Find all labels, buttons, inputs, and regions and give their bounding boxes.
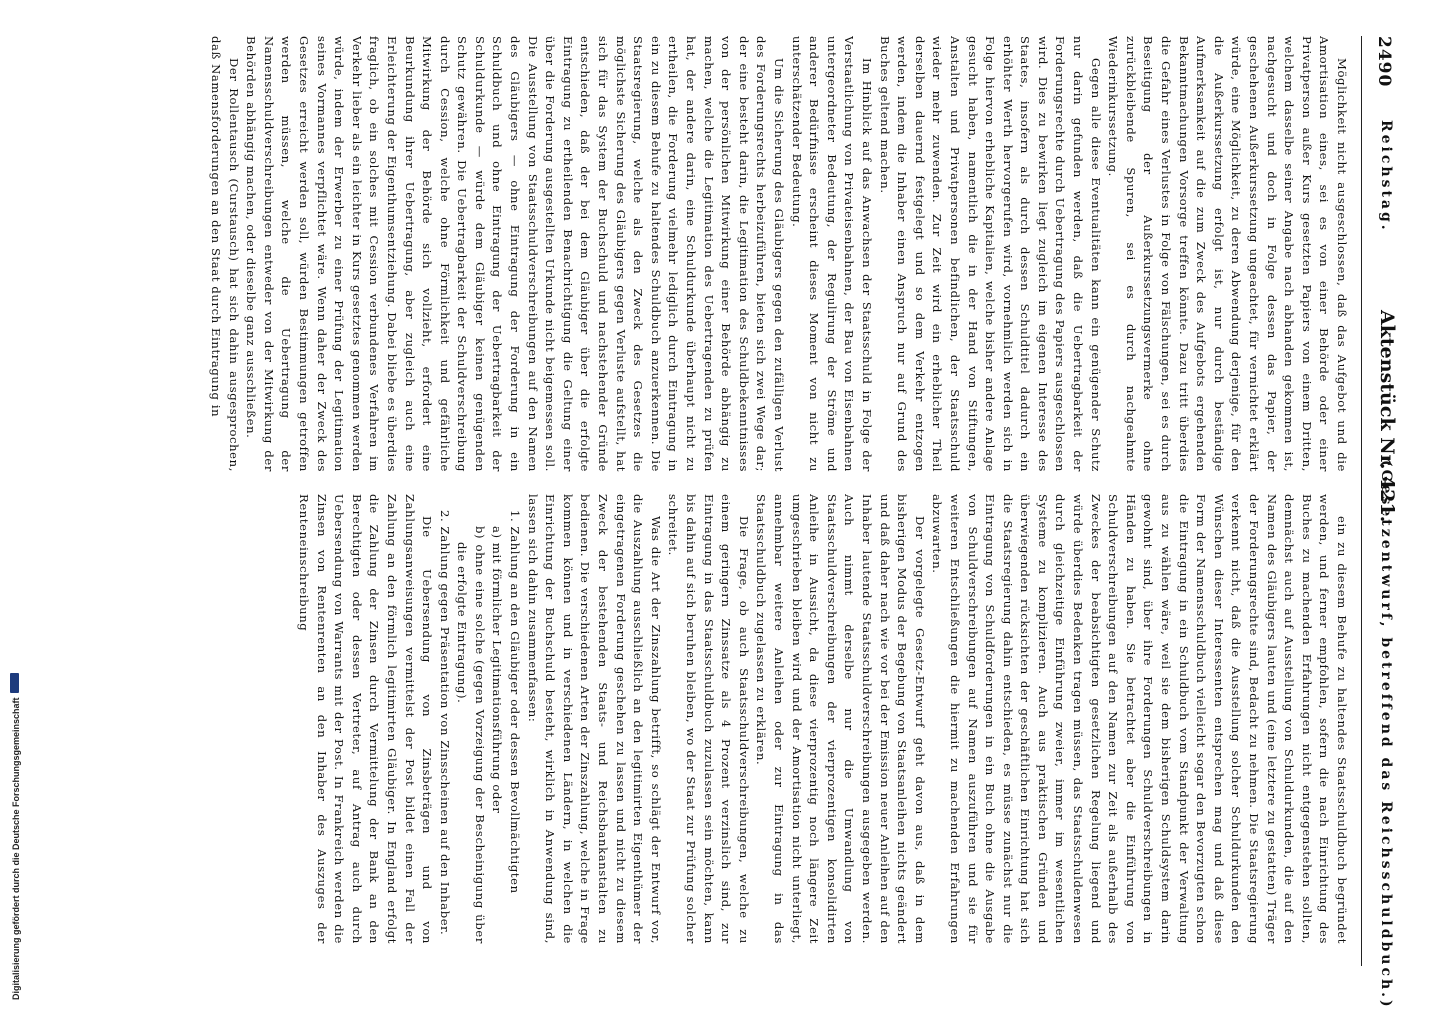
digitization-credit (4, 673, 23, 1000)
paragraph: Die Uebersendung von Zinsbeträgen und von Zahlungsanweisungen vermittelst der Post bildet einen Fall der Zahlung an den förmlich legitimirten Gläubiger. In England erfolgt die Zahlung der Zinsen durch Vermittelung der Bank an den Berechtigten oder dessen Vertreter, auf Antrag auch durch Uebersendung von Warrants mit der Post. In Frankreich werden die Zinsen von Rentenrenten an den Inhaber des Auszuges der Renteneinschreibung (296, 494, 435, 944)
list-item: b) ohne eine solche (gegen Vorzeigung der Bescheinigung über die erfolgte Eintragung). (455, 526, 487, 944)
document-number: Aktenstück Nr. 421. (1376, 310, 1398, 523)
list-item: 2. Zahlung gegen Präsentation von Zinsscheinen auf den Inhaber. (437, 510, 452, 936)
left-column (10, 36, 1350, 472)
paragraph: Der Rollentausch (Curstausch) hat sich dahin ausgesprochen, daß Namensforderungen an den Staat durch Eintragung in (209, 36, 241, 472)
payment-methods-list (435, 494, 523, 944)
paragraph: Der vorgelegte Gesetz-Entwurf geht davon aus, daß in dem bisherigen Modus der Begebung von Staatsanleihen nichts geändert und daß daher nach wie vor bei der Emission neuer Anleihen auf den Inhaber lautende Staatsschuldverschreibungen ausgegeben werden. Auch nimmt derselbe nur die Umwandlung von Staatsschuldverschreibungen der vierprozentigen konsolidirten Anleihe in Aussicht, da diese vierprozentig noch längere Zeit umgeschrieben bleiben wird und der Amortisation nicht unterliegt, annehmbar weitere Anleihen oder zur Eintragung in das Staatsschuldbuch zugelassen zu erklären. (754, 494, 927, 944)
page-header (1354, 0, 1432, 1010)
paragraph: Um die Sicherung des Gläubigers gegen den zufälligen Verlust des Forderungsrechts herbeizuführen, bieten sich zwei Wege dar; der eine besteht darin, die Legitimation des Schuldbekenntnisses von der persönlichen Mitwirkung einer Behörde abhängig zu machen, welche die Legitimation des Uebertragenden zu prüfen hat, der andere darin, eine Schuldurkunde überhaupt nicht zu ertheilen, die Forderung vielmehr lediglich durch Eintragung in ein zu diesem Behufe zu haltendes Schuldbuch anzuerkennen. Die Staatsregierung, welche als den Zweck des Gesetzes die möglichste Sicherung des Gläubigers gegen Verluste aufstellt, hat sich für das System der Buchschuld und nachstehender Gründe entschieden, daß der bei dem Gläubiger über die erfolgte Eintragung zu ertheilenden Benachrichtigung die Geltung einer über die Forderung ausgestellten Urkunde nicht beigemessen soll. Die Ausstellung von Staatsschuldverschreibungen auf den Namen des Gläubigers — ohne Eintragung der Forderung in ein Schuldbuch und ohne Eintragung der Uebertragbarkeit der Schuldurkunde — würde dem Gläubiger keinen genügenden Schutz gewähren. Die Uebertragbarkeit der Schuldverschreibung durch Cession, welche ohne Förmlichkeit und gefährliche Mitwirkung der Behörde sich vollzieht, erfordert eine Beurkundung ihrer Uebertragung, aber zugleich auch eine Erleichterung der Eigenthumsentziehung. Dabei bliebe es überdies fraglich, ob ein solches mit Cession verbundenes Verfahren im Verkehr lieber als ein leichter in Kurs gesetztes genommen werden würde, indem der Erwerber zu einer Prüfung der Legitimation seines Vormannes verpflichtet wäre. Wenn daher der Zweck des Gesetzes erreicht werden soll, würden Bestimmungen getroffen werden müssen, welche die Uebertragung der Namensschuldverschreibungen entweder von der Mitwirkung der Behörden abhängig machen, oder dieselbe ganz ausschließen. (244, 36, 786, 472)
paragraph: Möglichkeit nicht ausgeschlossen, daß das Aufgebot und die Amortisation eines, sei es von einer Behörde oder einer Privatperson außer Kurs gesetzten Papiers von einem Dritten, welchem dasselbe seiner Angabe nach abhanden gekommen ist, nachgesucht und doch in Folge dessen das Papier, der geschehenen Außerkurssetzung ungeachtet, für vernichtet erklärt würde, eine Möglichkeit, zu deren Abwendung derjenige, für den die Außerkurssetzung erfolgt ist, nur durch beständige Aufmerksamkeit auf die zum Zweck des Aufgebots ergehenden Bekanntmachungen Vorsorge treffen könnte. Dazu tritt überdies die Gefahr eines Verlustes in Folge von Fälschungen, sei es durch Beseitigung der Außerkurssetzungsvermerke ohne zurückbleibende Spuren, sei es durch nachgeahmte Wiederinkurssetzung. (1106, 36, 1349, 472)
paragraph: Gegen alle diese Eventualitäten kann ein genügender Schutz nur darin gefunden werden, daß die Uebertragbarkeit der Forderungsrechte durch Uebertragung des Papiers ausgeschlossen wird. Dies zu bewirken liegt zugleich im eigenen Interesse des Staates, insofern als durch dessen Schuldtitel dadurch ein erhöhter Werth hervorgerufen wird, vornehmlich werden sich in Folge hiervon erhebliche Kapitalien, welche bisher andere Anlage gesucht haben, namentlich die in der Hand von Stiftungen, Anstalten und Privatpersonen befindlichen, der Staatsschuld wieder mehr zuwenden. Zur Zeit wird ein erheblicher Theil derselben dauernd festgelegt und so dem Verkehr entzogen werden, indem die Inhaber einen Anspruch nur auf Grund des Buches geltend machen. (877, 36, 1103, 472)
dfg-logo-icon (10, 673, 19, 693)
right-column (10, 494, 1350, 944)
header-subject: (Gesetzentwurf, betreffend das Reichsschuldbuch.) (1378, 460, 1394, 1010)
list-item: a) mit förmlicher Legitimationsführung oder (490, 526, 505, 814)
header-rule (1361, 36, 1362, 966)
paragraph: Im Hinblick auf das Anwachsen der Staatsschuld in Folge der Verstaatlichung von Privateisenbahnen, der Bau von Eisenbahnen untergeordneter Bedeutung, der Regulirung der Ströme und anderer Bedürfnisse erscheint dieses Moment von nicht zu unterschätzender Bedeutung. (789, 36, 874, 472)
list-item: 1. Zahlung an den Gläubiger oder dessen Bevollmächtigten (508, 510, 523, 894)
paragraph: Was die Art der Zinszahlung betrifft, so schlägt der Entwurf vor, die Auszahlung ausschließlich an den legitimirten Eigenthümer der eingetragenen Forderung geschehen zu lassen und nicht zu diesem Zweck der bestehenden Staats- und Reichsbankanstalten zu bedienen. Die verschiedenen Arten der Zinszahlung, welche in Frage kommen können und in verschiedenen Ländern, in welchen die Einrichtung der Buchschuld besteht, wirklich in Anwendung sind, lassen sich dahin zusammenfassen: (525, 494, 663, 944)
header-title: Reichstag. (1378, 120, 1394, 233)
credit-text: Digitalisierung gefördert durch die Deutsche Forschungsgemeinschaft (11, 697, 21, 1000)
paragraph: ein zu diesem Behufe zu haltendes Staatsschuldbuch begründet werden, und ferner empfohlen, sofern die nach Einrichtung des Buches zu machenden Erfahrungen nicht entgegenstehen sollten, demnächst auch auf Ausstellung von Schuldurkunden, die auf den Namen des Gläubigers lauten und (eine letztere zu gestatten) Träger der Forderungsrechte sind, Bedacht zu nehmen. Die Staatsregierung verkennt nicht, daß die Ausstellung solcher Schuldurkunden den Wünschen dieser Interessenten entsprechen mag und daß diese Form der Namensschuldbuch vielleicht sogar den Bevorzugten schon die Eintragung in ein Schuldbuch vom Standpunkt der Verwaltung aus zu wählen wäre, weil sie dem bisherigen Schuldsystem darin gewohnt sind, über ihre Forderungen Schuldverschreibungen in Händen zu haben. Sie betrachtet aber die Einführung von Schuldverschreibungen auf den Namen zur Zeit als außerhalb des Zweckes der beabsichtigten gesetzlichen Regelung liegend und würde überdies Bedenken tragen müssen, das Staatsschuldenwesen durch gleichzeitige Einführung zweier, immer im wesentlichen Systeme zu komplizieren. Auch aus praktischen Gründen und überwiegenden rücksichten der geschäftlichen Einrichtung hat sich die Staatsregierung dahin entschieden, es müsse zunächst nur die Eintragung von Schuldforderungen in ein Buch ohne die Ausgabe von Schuldverschreibungen auf Namen auszuführen und sie für weiteren Entschließungen die hiermit zu machenden Erfahrungen abzuwarten. (930, 494, 1349, 944)
paragraph: Die Frage, ob auch Staatsschuldverschreibungen, welche zu einem geringern Zinssatze als 4 Prozent verzinslich sind, zur Eintragung in das Staatsschuldbuch zuzulassen sein möchten, kann bis dahin auf sich beruhen bleiben, wo der Staat zur Prüfung solcher schreitet. (666, 494, 751, 944)
page-number: 2490 (1374, 36, 1394, 88)
